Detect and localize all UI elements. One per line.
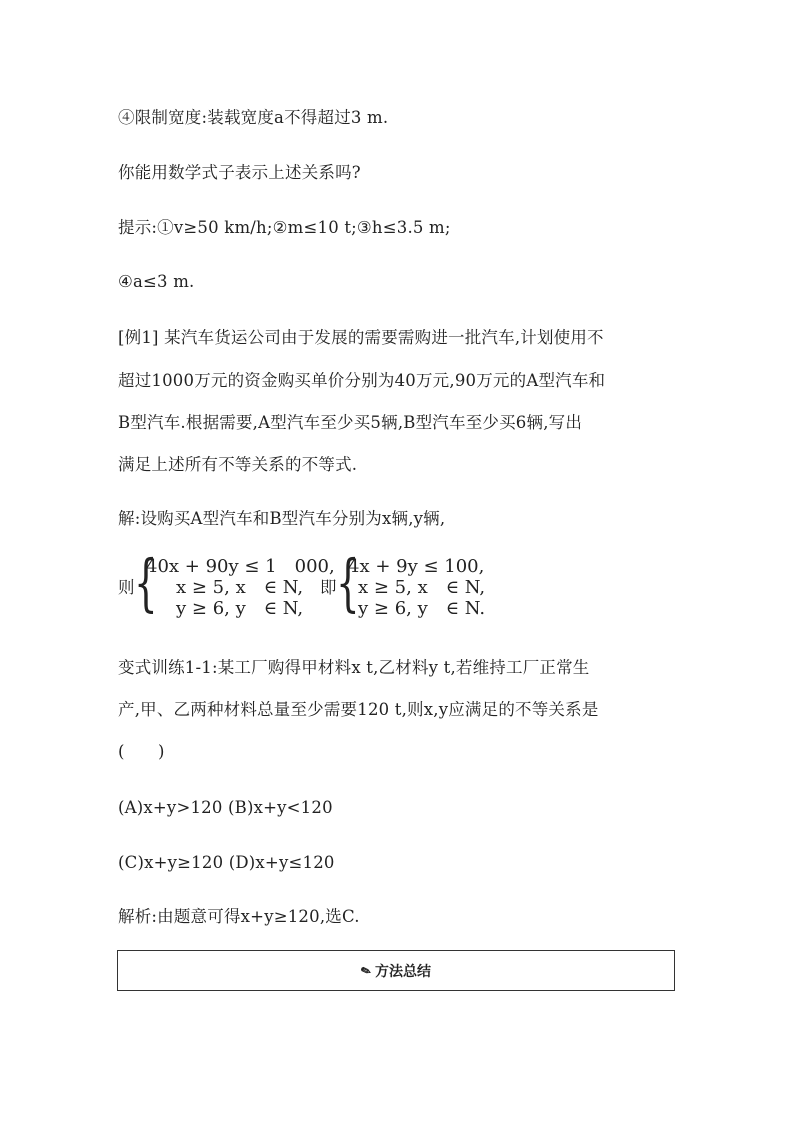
system-2-row-3: y ≥ 6, y ∈ N. <box>358 598 486 619</box>
inequality-system-2 <box>348 556 485 619</box>
text-line-question: 你能用数学式子表示上述关系吗? <box>118 163 361 182</box>
inequality-systems <box>118 546 578 620</box>
text-line-hint-cont: ④a≤3 m. <box>118 272 195 291</box>
answer-blank: ( ) <box>118 742 165 761</box>
text-line-width-limit: ④限制宽度:装载宽度a不得超过3 m. <box>118 108 389 127</box>
method-summary-label: 方法总结 <box>375 963 432 980</box>
example-1-line-4: 满足上述所有不等关系的不等式. <box>118 455 358 474</box>
system-1-row-2: x ≥ 5, x ∈ N, <box>176 577 304 598</box>
left-brace-2: { <box>336 546 360 619</box>
method-summary-box <box>117 950 675 991</box>
system-2-row-1: 4x + 9y ≤ 100, <box>348 556 485 577</box>
pen-icon: ✎ <box>358 962 374 979</box>
analysis-line: 解析:由题意可得x+y≥120,选C. <box>118 907 360 926</box>
example-1-line-3: B型汽车.根据需要,A型汽车至少买5辆,B型汽车至少买6辆,写出 <box>118 413 583 432</box>
left-brace-1: { <box>134 546 158 619</box>
inequality-system-1 <box>146 556 335 619</box>
text-line-hint: 提示:①v≥50 km/h;②m≤10 t;③h≤3.5 m; <box>118 218 451 237</box>
example-1-line-2: 超过1000万元的资金购买单价分别为40万元,90万元的A型汽车和 <box>118 371 606 390</box>
variant-exercise-line-1: 变式训练1-1:某工厂购得甲材料x t,乙材料y t,若维持工厂正常生 <box>118 658 590 677</box>
variant-exercise-line-2: 产,甲、乙两种材料总量至少需要120 t,则x,y应满足的不等关系是 <box>118 700 599 719</box>
system-1-row-3: y ≥ 6, y ∈ N, <box>176 598 304 619</box>
example-1-line-1: [例1] 某汽车货运公司由于发展的需要需购进一批汽车,计划使用不 <box>118 328 604 347</box>
options-c-d: (C)x+y≥120 (D)x+y≤120 <box>118 853 335 872</box>
then-label: 则 <box>118 578 135 597</box>
system-1-row-1: 40x + 90y ≤ 1 000, <box>146 556 335 577</box>
options-a-b: (A)x+y>120 (B)x+y<120 <box>118 798 333 817</box>
solution-line: 解:设购买A型汽车和B型汽车分别为x辆,y辆, <box>118 509 446 528</box>
namely-label: 即 <box>320 578 337 597</box>
system-2-row-2: x ≥ 5, x ∈ N, <box>358 577 486 598</box>
